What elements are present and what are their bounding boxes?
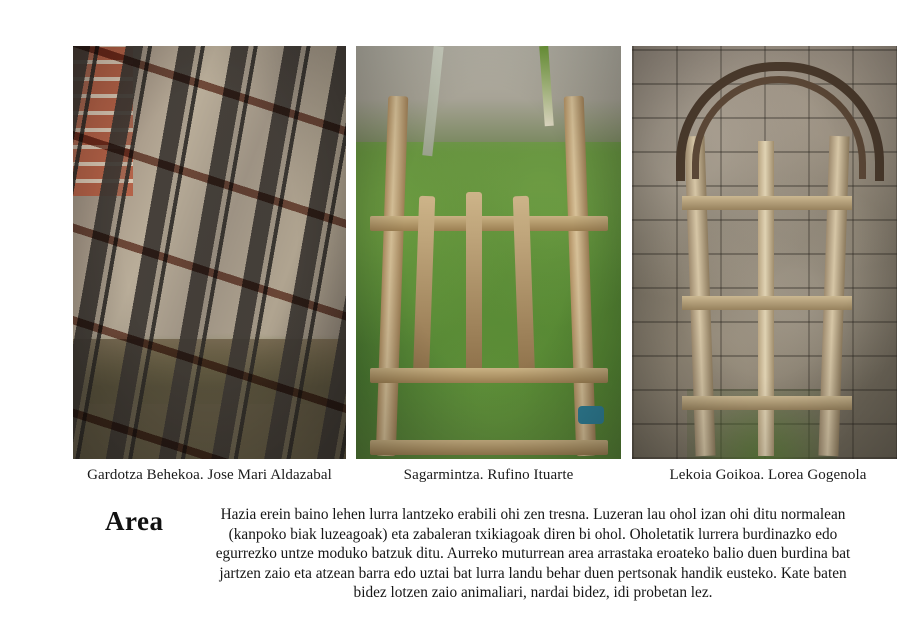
photo-2-tine-2 — [466, 192, 482, 377]
figure-3 — [632, 46, 897, 484]
page-title: Area — [105, 506, 164, 537]
figure-2-caption: Sagarmintza. Rufino Ituarte — [403, 467, 574, 483]
figure-2-photo — [356, 46, 621, 459]
photo-2-rail-top — [370, 216, 608, 231]
photo-2-blue-object — [578, 406, 604, 424]
photo-2-rail-bottom — [370, 440, 608, 455]
figure-2 — [356, 46, 621, 484]
figure-1-photo — [73, 46, 346, 459]
figure-3-photo — [632, 46, 897, 459]
article-paragraph: Hazia erein baino lehen lurra lantzeko erabili ohi zen tresna. Luzeran lau ohol izan ohi ditu normalean (kanpoko biak luzeagoak) eta zabaleran txikiagoak diren bi ohol. Oholetatik lurrera burdinazko edo egurrezko untze moduko batzuk ditu. Aurreko muturrean area arrastaka eroateko balio duen burdina bat jartzen zaio eta atzean barra edo uztai bat lurra landu behar duen pertsonak handik eusteko. Kate baten bidez lotzen zaio animaliari, nardai bidez, idi probetan lez. — [215, 506, 851, 602]
photo-3-rail-bottom — [682, 396, 852, 410]
figure-1-caption: Gardotza Behekoa. Jose Mari Aldazabal — [87, 467, 332, 483]
figure-1 — [73, 46, 346, 484]
photo-3-rail-middle — [682, 296, 852, 310]
figure-3-caption: Lekoia Goikoa. Lorea Gogenola — [669, 467, 867, 483]
photo-1-harrow-teeth — [73, 46, 346, 459]
photo-2-rail-middle — [370, 368, 608, 383]
photo-3-rail-top — [682, 196, 852, 210]
